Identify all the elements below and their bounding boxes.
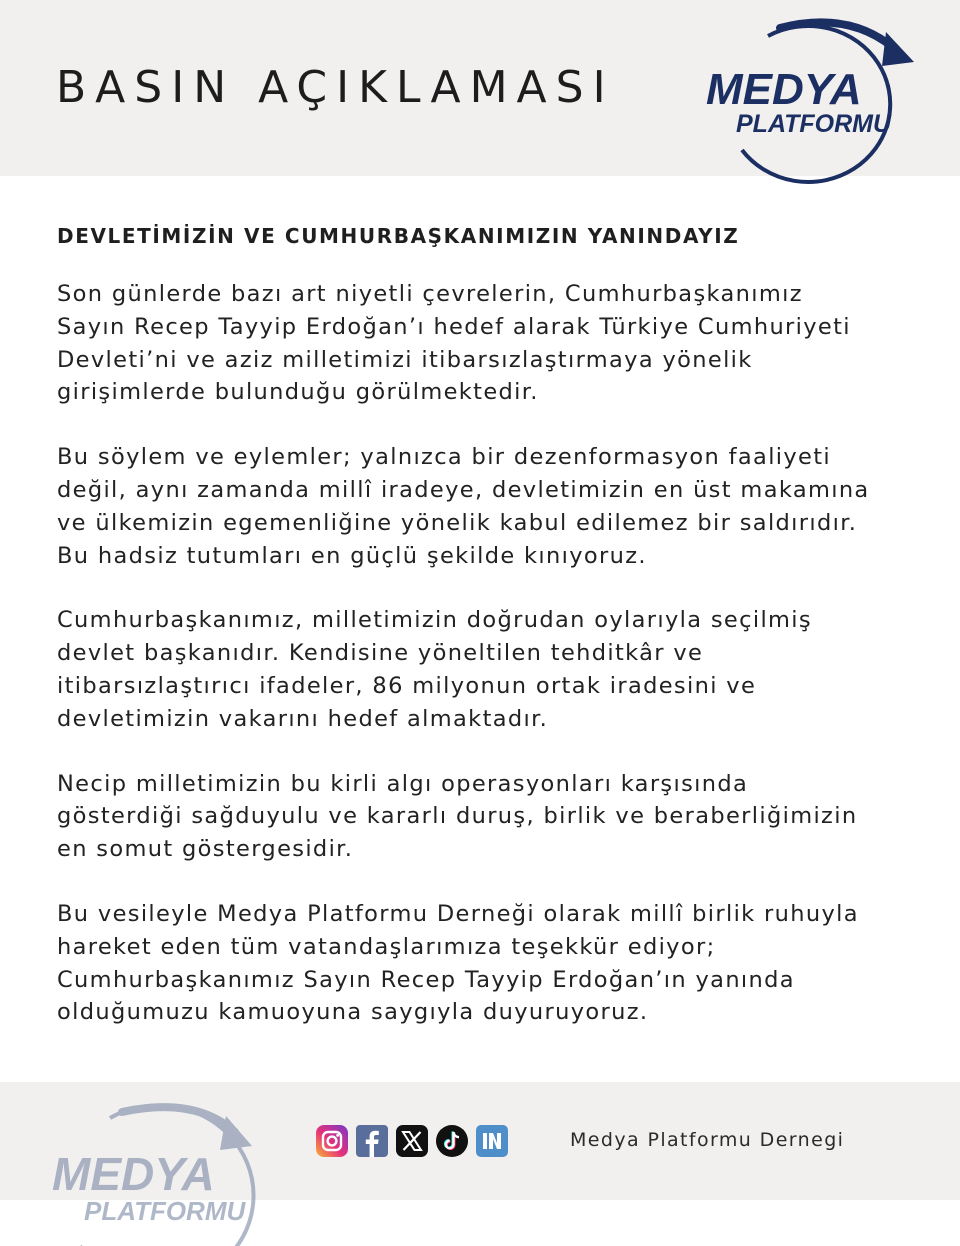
- paragraph: [57, 441, 917, 572]
- paragraph-line: Bu hadsiz tutumları en güçlü şekilde kınıyoruz.: [57, 542, 647, 569]
- paragraph-line: girişimlerde bulunduğu görülmektedir.: [57, 379, 539, 406]
- paragraph-line: olduğumuzu kamuoyuna saygıyla duyuruyoruz.: [57, 999, 649, 1026]
- paragraph-line: ve ülkemizin egemenliğine yönelik kabul edilemez bir saldırıdır.: [57, 509, 858, 536]
- press-release-body: [57, 224, 917, 1061]
- tiktok-icon[interactable]: [435, 1124, 469, 1158]
- page-title: BASIN AÇIKLAMASI: [56, 62, 615, 113]
- paragraph-line: en somut göstergesidir.: [57, 836, 354, 863]
- paragraph-line: değil, aynı zamanda millî iradeye, devletimizin en üst makamına: [57, 476, 870, 503]
- paragraph-line: Son günlerde bazı art niyetli çevrelerin, Cumhurbaşkanımız: [57, 281, 803, 307]
- paragraph-line: Cumhurbaşkanımız Sayın Recep Tayyip Erdoğan’ın yanında: [57, 966, 795, 993]
- x-icon[interactable]: [395, 1124, 429, 1158]
- footer-organization-name: Medya Platformu Dernegi: [570, 1129, 845, 1151]
- paragraph: [57, 604, 917, 735]
- nsosyal-icon[interactable]: [475, 1124, 509, 1158]
- paragraph-line: devlet başkanıdır. Kendisine yöneltilen tehditkâr ve: [57, 640, 704, 667]
- paragraph-line: Bu söylem ve eylemler; yalnızca bir dezenformasyon faaliyeti: [57, 444, 832, 471]
- medya-platformu-logo: [700, 10, 916, 170]
- paragraph-line: Cumhurbaşkanımız, milletimizin doğrudan oylarıyla seçilmiş: [57, 607, 812, 634]
- paragraph-line: Bu vesileyle Medya Platformu Derneği olarak millî birlik ruhuyla: [57, 900, 859, 927]
- footer-logo-line1: MEDYA: [52, 1148, 215, 1200]
- paragraph-line: Necip milletimizin bu kirli algı operasyonları karşısında: [57, 770, 749, 797]
- paragraph-line: itibarsızlaştırıcı ifadeler, 86 milyonun ortak iradesini ve: [57, 672, 757, 699]
- instagram-icon[interactable]: [315, 1124, 349, 1158]
- logo-line2: PLATFORMU: [736, 110, 892, 138]
- paragraph: [57, 898, 917, 1029]
- paragraph-line: hareket eden tüm vatandaşlarımıza teşekkür ediyor;: [57, 933, 716, 960]
- footer-logo: [30, 1096, 260, 1246]
- paragraph-line: Devleti’ni ve aziz milletimizi itibarsızlaştırmaya yönelik: [57, 346, 753, 373]
- footer-logo-line2: PLATFORMU: [84, 1196, 246, 1226]
- paragraph-line: devletimizin vakarını hedef almaktadır.: [57, 705, 549, 732]
- logo-line1: MEDYA: [706, 65, 862, 114]
- paragraph-line: Sayın Recep Tayyip Erdoğan’ı hedef alarak Türkiye Cumhuriyeti: [57, 313, 851, 340]
- footer-band: [0, 1082, 960, 1226]
- header-band: [0, 0, 960, 176]
- release-heading: DEVLETİMİZİN VE CUMHURBAŞKANIMIZIN YANINDAYIZ: [57, 224, 740, 248]
- paragraph-line: gösterdiği sağduyulu ve kararlı duruş, birlik ve beraberliğimizin: [57, 803, 858, 830]
- paragraph: [57, 278, 917, 409]
- social-icons: [315, 1124, 509, 1158]
- paragraph: [57, 768, 917, 866]
- facebook-icon[interactable]: [355, 1124, 389, 1158]
